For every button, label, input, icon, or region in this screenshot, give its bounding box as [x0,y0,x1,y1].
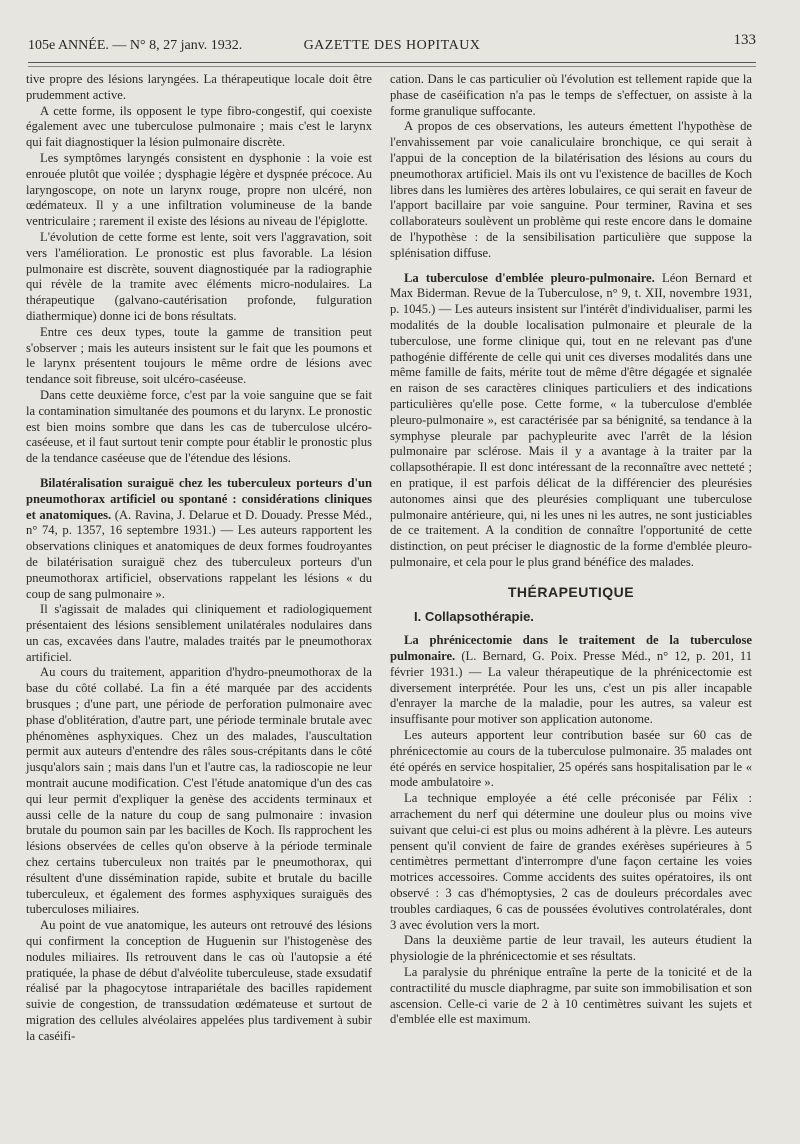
paragraph: La technique employée a été celle préconisée par Félix : arrachement du nerf qui détermine une douleur plus ou moins vive suivant que celui-ci est plus ou moins adhérent à la plèvre. Les auteurs pensent qu'il convient de faire de grandes exérèses supérieures à 5 centimètres permettant d'interrompre d'une façon certaine les voies motrices accessoires. Comme accidents des suites opératoires, ils ont observé : 3 cas d'hémoptysies, 2 cas de douleurs précordales avec troubles cardiaques, 6 cas de poussées évolutives controlatérales, dont 3 avec évolution vers la mort. [390,791,752,932]
article-title: La phrénicectomie dans le traitement de la tuberculose pulmonaire. [390,633,752,664]
paragraph: Dans cette deuxième force, c'est par la voie sanguine que se fait la contamination simultanée des poumons et du larynx. Le pronostic est bien moins sombre que dans les cas de tuberculose ulcéro-caséeuse, et il faut surtout tenir compte pour établir le pronostic plus de la tendance caséeuse que de l'étendue des lésions. [26,387,372,466]
issue-info: 105e ANNÉE. — N° 8, 27 janv. 1932. [28,38,243,53]
paragraph: L'évolution de cette forme est lente, soit vers l'aggravation, soit vers l'amélioration. Le pronostic est plus favorable. La lésion pulmonaire est discrète, souvent diagnostiquée par la radiographie qui révèle de la tramite avec éléments micro-nodulaires. La thérapeutique (galvano-cautérisation profonde, fulguration diathermique) donne ici de bons résultats. [26,229,372,323]
paragraph: La paralysie du phrénique entraîne la perte de la tonicité et de la contractilité du muscle diaphragme, par suite son immobilisation et son ascension. Celle-ci varie de 2 à 10 centimètres suivant les sujets et d'emblée elle est maximum. [390,965,752,1027]
article-lead [390,633,752,728]
article-text: — Les auteurs rapportent les observations cliniques et anatomiques de deux formes foudroyantes de bilatérisation suraiguë chez des tuberculeux porteurs d'un pneumothorax artificiel, observations rappelant les lésions « du coup de sang pulmonaire ». [26,523,373,601]
paragraph: Au cours du traitement, apparition d'hydro-pneumothorax de la base du côté collabé. La fin a été marquée par des accidents brusques ; d'une part, une période de perforation pulmonaire avec phase d'oblitération, d'autre part, une période terminale brutale avec phénomènes asphyxiques. Chez un des malades, l'auscultation permit aux auteurs d'entendre des râles sous-crépitants dans le côté jusqu'alors sain ; mais dans l'un et l'autre cas, la radioscopie ne leur montrait aucune modification. C'est l'étude anatomique d'un des cas qui leur permit d'expliquer la genèse des accidents terminaux et aussi celle de la nature du coup de sang pulmonaire : invasion brutale du poumon sain par les bacilles de Koch. Ils rapprochent les lésions observées de celles qu'on observe à la période terminale chez certains tuberculeux non traités par le pneumothorax, qui résultent d'une dissémination rapide, subite et brutale du bacille tuberculeux, et également des formes asphyxiques suraiguës des tuberculoses miliaires. [26,665,372,917]
paragraph: Les auteurs apportent leur contribution basée sur 60 cas de phrénicectomie au cours de la tuberculose pulmonaire. 35 malades ont été opérés en service hospitalier, 25 opérés sans hospitalisation par le « mode ambulatoire ». [390,728,752,790]
header-rule [28,62,756,63]
paragraph: Dans la deuxième partie de leur travail, les auteurs étudient la physiologie de la phrénicectomie et ses résultats. [390,933,752,964]
paragraph: A cette forme, ils opposent le type fibro-congestif, qui coexiste également avec une tuberculose pulmonaire ; mais c'est le larynx qui fait diagnostiquer la lésion pulmonaire discrète. [26,103,372,150]
article-reference: (L. Bernard, G. Poix. Presse Méd., n° 12, p. 201, 11 février 1931.) [390,649,752,679]
journal-title: GAZETTE DES HOPITAUX [303,38,481,53]
section-heading: THÉRAPEUTIQUE [507,583,635,600]
article-lead [26,476,372,602]
article-text: — La valeur thérapeutique de la phrénicectomie est diversement interprétée. Pour les uns, c'est un pis aller incapable d'enrayer la marche de la maladie, pour les autres, sa valeur est insuffisante pour motiver son application autonome. [390,664,752,727]
subsection-heading: I. Collapsothérapie. [414,608,534,624]
paragraph: Entre ces deux types, toute la gamme de transition peut s'observer ; mais les auteurs insistent sur le fait que les poumons et le larynx présentent toujours le même ordre de lésions avec tendance soit fibreuse, soit ulcéro-caséeuse. [26,324,372,387]
article-title: Bilatéralisation suraiguë chez les tuberculeux porteurs d'un pneumothorax artificiel ou spontané : considérations cliniques et anatomiques. [26,475,372,522]
paragraph: Au point de vue anatomique, les auteurs ont retrouvé des lésions qui confirment la conception de Huguenin sur l'histogenèse des nodules miliaires. Ils retrouvent dans le cas où l'autopsie a été pratiquée, la phase de début d'alvéolite tuberculeuse, stade exsudatif réalisé par la phagocytose intrapariétale des bacilles rapidement suivie de congestion, de transsudation œdémateuse et surtout de migration des cellules alvéolaires appelées plus tardivement à subir la caséifi- [26,918,372,1043]
paragraph: A propos de ces observations, les auteurs émettent l'hypothèse de l'envahissement par voie canaliculaire bronchique, ce qui serait à l'appui de la conception de la bilatérisation des lésions au cours du pneumothorax artificiel. Mais ils ont vu l'existence de bacilles de Koch libres dans les lumières des artères lobulaires, ce qui serait en faveur de l'apport bacillaire par voie sanguine. Pour terminer, Ravina et ses collaborateurs soulèvent un problème qui reste encore dans le domaine de l'hypothèse : de la sensibilisation particulière que suppose la splénisation diffuse. [390,119,752,260]
article-reference: (A. Ravina, J. Delarue et D. Douady. Presse Méd., n° 74, p. 1357, 16 septembre 1931.) [26,507,372,538]
paragraph: tive propre des lésions laryngées. La thérapeutique locale doit être prudemment active. [26,72,372,102]
article-text: — Les auteurs insistent sur l'intérêt d'individualiser, parmi les modalités de la double localisation pulmonaire et pleurale de la tuberculose, une forme clinique qui, tout en ne relevant pas d'une pathogénie différente de celle qui unit ces diverses modalités dans une même famille de faits, mérite tout de même d'être dégagée et signalée en raison de ses caractères cliniques particuliers et des indications particulières qu'elle pose. Cette forme, « la tuberculose d'emblée pleuro-pulmonaire », est caractérisée par sa bénignité, sa tendance à la symphyse pleurale par pachypleurite avec l'arrêt de la lésion pulmonaire par sclérose. Mais il y a avantage à la traiter par la collapsothérapie. Il est donc intéressant de la reconnaître avec netteté ; en pratique, il est parfois délicat de la différencier des pleurésies autonomes ainsi que des pleurésies compliquant une tuberculose pulmonaire antérieure, qui, ni les unes ni les autres, ne sont justiciables de ce traitement. A la condition de connaître l'opportunité de cette distinction, on peut préciser le diagnostic de la forme d'emblée pleuro-pulmonaire, et cela pour le plus grand bénéfice des malades. [390,302,753,569]
paragraph: Les symptômes laryngés consistent en dysphonie : la voie est enrouée plutôt que voilée ; dysphagie légère et dyspnée précoce. Au laryngoscope, on note un larynx rouge, propre non ulcéré, non œdémateux. Il y a une infiltration volumineuse de la bande ventriculaire ; rarement il existe des lésions au niveau de l'épiglotte. [26,150,372,229]
paragraph: Il s'agissait de malades qui cliniquement et radiologiquement présentaient des lésions sensiblement unilatérales nodulaires dans un cas, excavées dans l'autre, malades traités par le pneumothorax artificiel. [26,602,372,664]
article-lead [390,271,752,571]
page-header [28,30,756,58]
page-number: 133 [733,32,756,48]
article-title: La tuberculose d'emblée pleuro-pulmonaire. [404,270,655,285]
left-column [26,72,372,1045]
paragraph: cation. Dans le cas particulier où l'évolution est tellement rapide que la phase de caséification n'a pas le temps de s'effectuer, on assiste à la forme granulique suffocante. [390,72,752,118]
right-column [390,72,752,1028]
article-reference: Léon Bernard et Max Biderman. Revue de la Tuberculose, n° 9, t. XII, novembre 1931, p. 1045.) [390,270,752,317]
header-rule-secondary [28,66,756,67]
